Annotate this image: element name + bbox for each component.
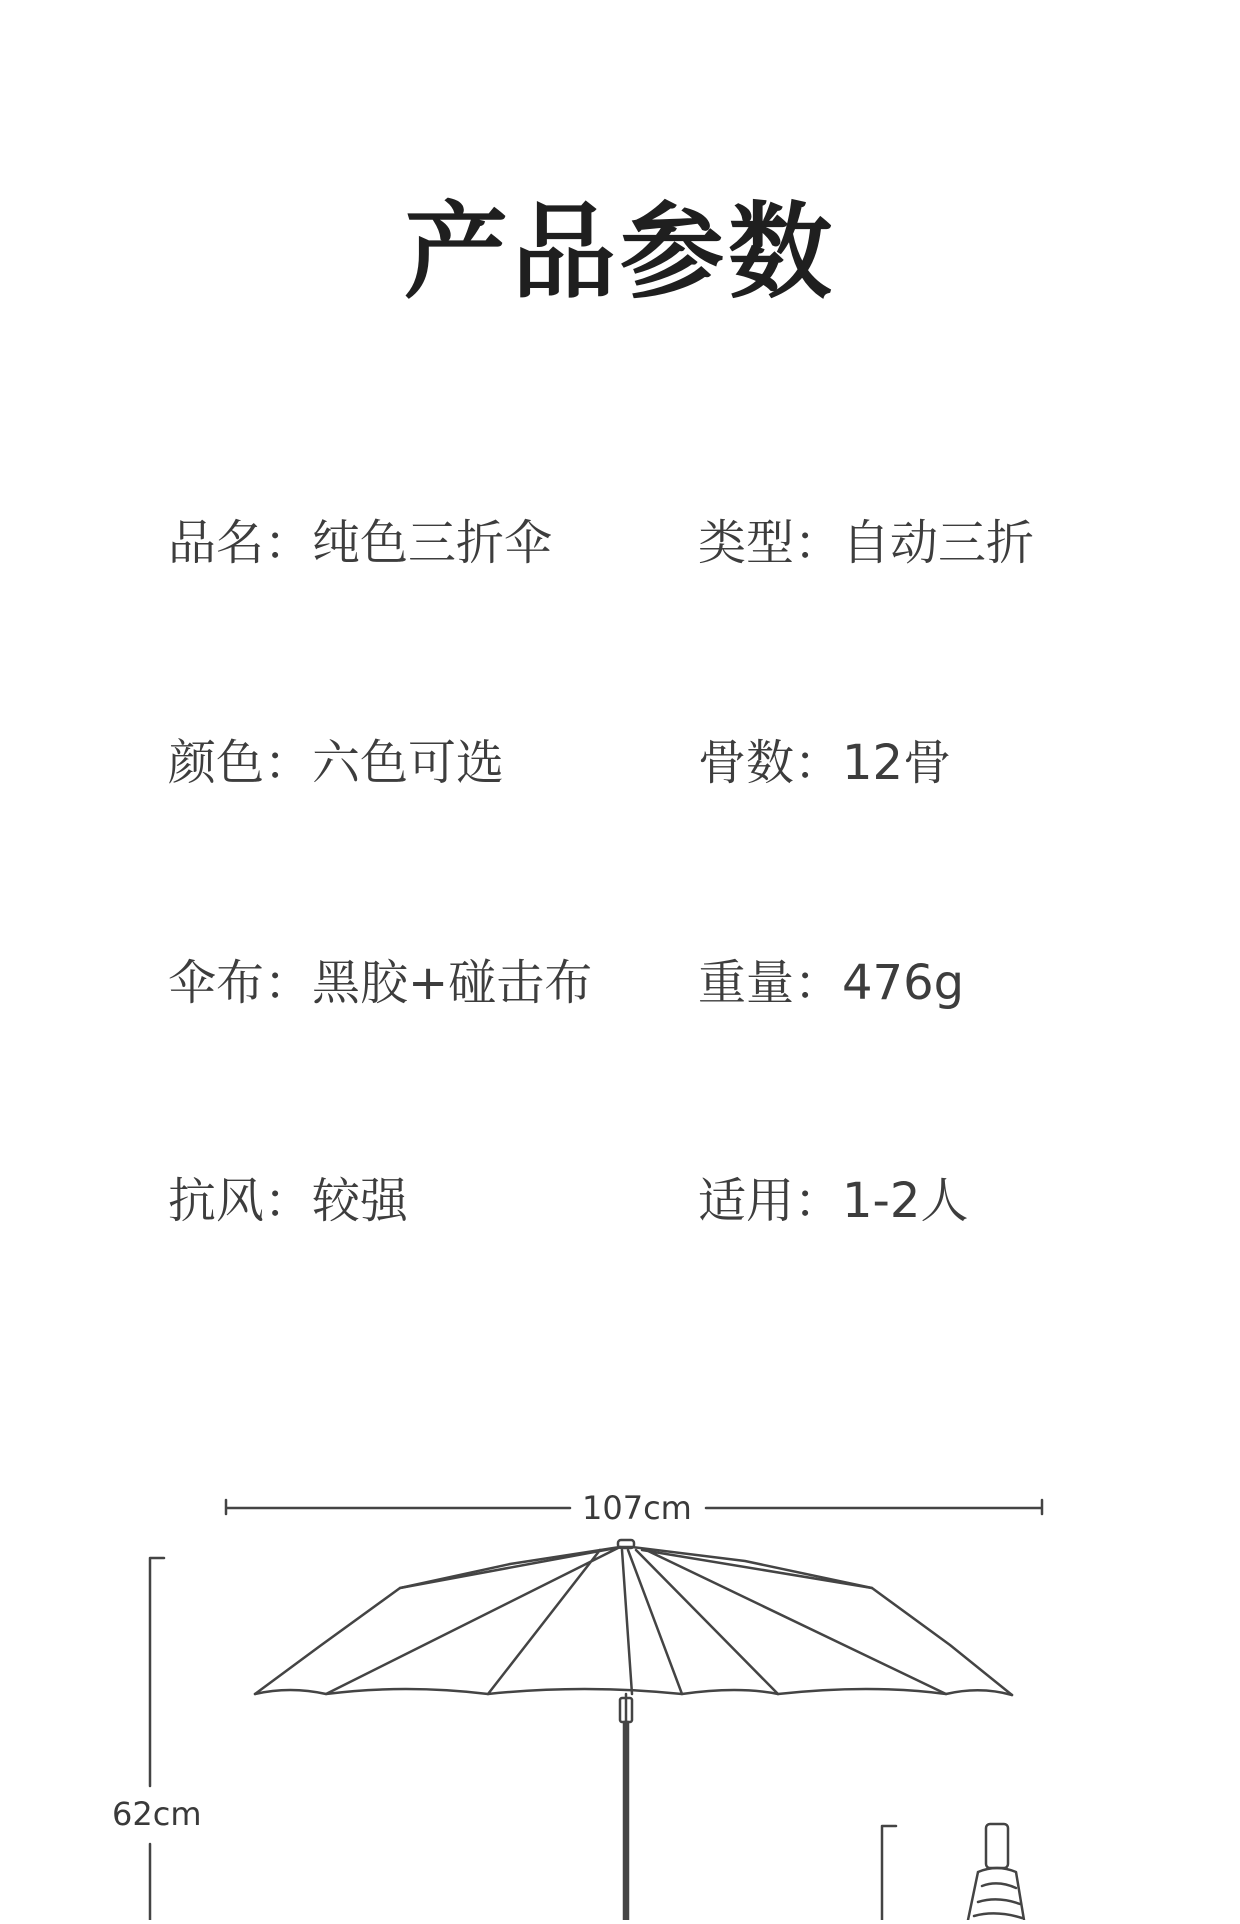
height-label: 62cm <box>112 1795 202 1833</box>
folded-umbrella-strap <box>974 1883 1022 1918</box>
spec-label: 类型： <box>698 515 843 571</box>
spec-value: 纯色三折伞 <box>312 515 553 571</box>
spec-label: 骨数： <box>698 735 843 791</box>
height-dimension-line <box>150 1558 164 1920</box>
spec-value: 较强 <box>312 1173 409 1229</box>
page-title: 产品参数 <box>403 191 836 313</box>
spec-label: 颜色： <box>168 735 313 791</box>
spec-color <box>168 728 504 798</box>
spec-label: 适用： <box>698 1173 843 1229</box>
spec-wind <box>168 1166 408 1236</box>
spec-label: 品名： <box>168 515 313 571</box>
spec-row <box>0 508 1240 578</box>
spec-type <box>698 508 1034 578</box>
spec-row <box>0 1166 1240 1236</box>
umbrella-ribs <box>326 1547 946 1694</box>
spec-ribs <box>698 728 951 798</box>
folded-umbrella-handle <box>986 1824 1008 1868</box>
spec-row <box>0 948 1240 1018</box>
spec-label: 重量： <box>698 955 843 1011</box>
spec-value: 六色可选 <box>312 735 505 791</box>
width-label: 107cm <box>576 1488 698 1528</box>
spec-value: 1-2人 <box>842 1173 969 1229</box>
spec-value: 12骨 <box>842 735 952 791</box>
spec-value: 自动三折 <box>842 515 1035 571</box>
spec-name <box>168 508 552 578</box>
spec-value: 476g <box>842 955 965 1011</box>
folded-height-line <box>882 1826 896 1920</box>
umbrella-dimension-diagram <box>0 1440 1240 1920</box>
spec-label: 抗风： <box>168 1173 313 1229</box>
spec-weight <box>698 948 964 1018</box>
spec-value: 黑胶+碰击布 <box>312 955 593 1011</box>
umbrella-hem <box>255 1689 1012 1695</box>
spec-fabric <box>168 948 592 1018</box>
umbrella-tip <box>618 1540 634 1548</box>
spec-label: 伞布： <box>168 955 313 1011</box>
folded-umbrella-body <box>968 1868 1024 1920</box>
spec-users <box>698 1166 968 1236</box>
spec-row <box>0 728 1240 798</box>
